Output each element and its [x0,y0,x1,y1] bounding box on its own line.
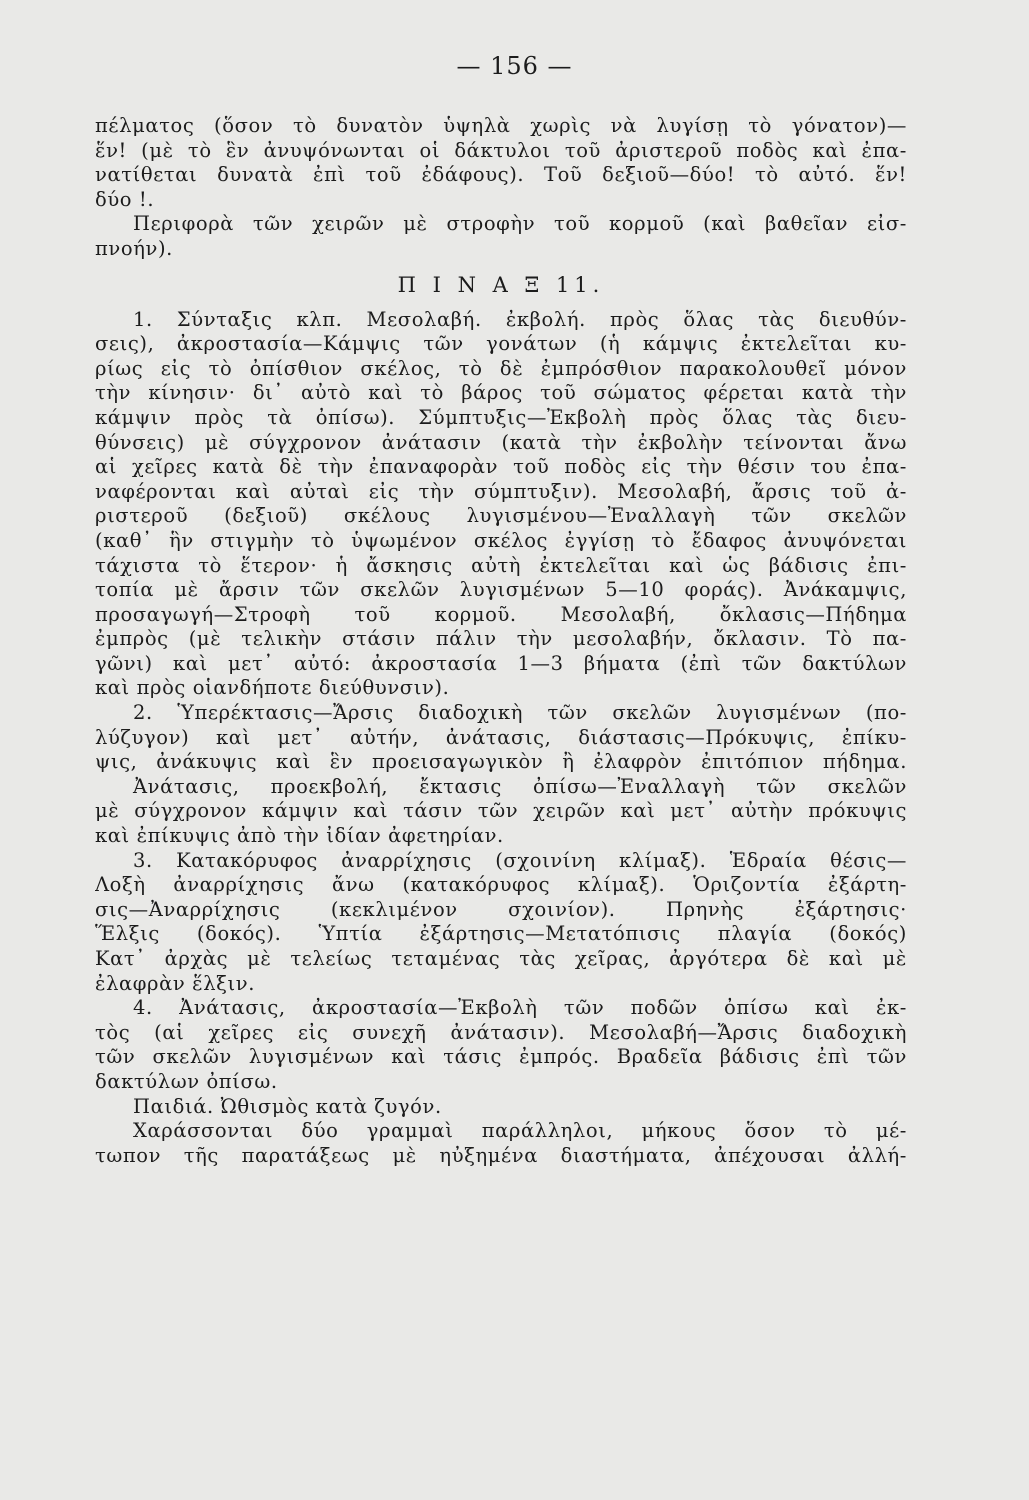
text-line: Κατ᾽ ἀρχὰς μὲ τελείως τεταμένας τὰς χεῖρας, ἀργότερα δὲ καὶ μὲ [95,947,907,970]
text-line: σις—Ἀναρρίχησις (κεκλιμένον σχοινίον). Πρηνὴς ἐξάρτησις· [95,897,907,921]
text-line: πνοήν). [95,236,173,260]
text-line: κάμψιν πρὸς τὰ ὀπίσω). Σύμπτυξις—Ἐκβολὴ πρὸς ὅλας τὰς διευ- [95,405,907,429]
text-line: μὲ σύγχρονον κάμψιν καὶ τάσιν τῶν χειρῶν καὶ μετ᾽ αὐτὴν πρόκυψις [95,799,907,823]
text-line: σεις), ἀκροστασία—Κάμψις τῶν γονάτων (ἡ κάμψις ἐκτελεῖται κυ- [95,332,907,356]
text-line: Ἀνάτασις, προεκβολή, ἔκτασις ὀπίσω—Ἐναλλαγὴ τῶν σκελῶν [133,774,907,798]
text-line: θύνσεις) μὲ σύγχρονον ἀνάτασιν (κατὰ τὴν ἐκβολὴν τείνονται ἄνω [95,430,907,454]
text-line: καὶ πρὸς οἱανδήποτε διεύθυνσιν). [95,676,450,700]
table-heading: Π Ι Ν Α Ξ 11. [397,272,605,297]
text-line: Ἕλξις (δοκός). Ὑπτία ἐξάρτησις—Μετατόπισις πλαγία (δοκός) [95,922,907,946]
text-line: Χαράσσονται δύο γραμμαὶ παράλληλοι, μήκους ὅσον τὸ μέ- [133,1119,907,1143]
text-line: Παιδιά. Ὠθισμὸς κατὰ ζυγόν. [133,1094,442,1118]
text-line: 2. Ὑπερέκτασις—Ἄρσις διαδοχικὴ τῶν σκελῶν λυγισμένων (πο- [133,701,907,725]
text-line: Περιφορὰ τῶν χειρῶν μὲ στροφὴν τοῦ κορμοῦ (καὶ βαθεῖαν εἰσ- [133,212,907,236]
text-line: γῶνι) καὶ μετ᾽ αὐτό: ἀκροστασία 1—3 βήματα (ἐπὶ τῶν δακτύλων [95,651,907,675]
body-text [95,114,907,1168]
text-line: 1. Σύνταξις κλπ. Μεσολαβή. ἐκβολή. πρὸς ὅλας τὰς διευθύν- [133,307,907,331]
text-line: τωπον τῆς παρατάξεως μὲ ηὐξημένα διαστήματα, ἀπέχουσαι ἀλλή- [95,1143,907,1167]
text-line: τὸς (αἱ χεῖρες εἰς συνεχῆ ἀνάτασιν). Μεσολαβή—Ἄρσις διαδοχικὴ [95,1020,907,1044]
text-line: αἱ χεῖρες κατὰ δὲ τὴν ἐπαναφορὰν τοῦ ποδὸς εἰς τὴν θέσιν του ἐπα- [95,455,907,479]
text-line: τῶν σκελῶν λυγισμένων καὶ τάσις ἐμπρός. Βραδεῖα βάδισις ἐπὶ τῶν [95,1045,907,1069]
text-line: καὶ ἐπίκυψις ἀπὸ τὴν ἰδίαν ἀφετηρίαν. [95,824,504,848]
text-line: νατίθεται δυνατὰ ἐπὶ τοῦ ἐδάφους). Τοῦ δεξιοῦ—δύο! τὸ αὐτό. ἕν! [95,163,907,187]
text-line: δύο !. [95,187,155,211]
text-line: ρίως εἰς τὸ ὀπίσθιον σκέλος, τὸ δὲ ἐμπρόσθιον παρακολουθεῖ μόνον [95,356,907,380]
text-line: πέλματος (ὅσον τὸ δυνατὸν ὑψηλὰ χωρὶς νὰ λυγίσῃ τὸ γόνατον)— [95,114,907,137]
text-line: (καθ᾽ ἣν στιγμὴν τὸ ὑψωμένον σκέλος ἐγγίσῃ τὸ ἔδαφος ἀνυψόνεται [95,528,907,552]
text-line: τάχιστα τὸ ἕτερον· ἡ ἄσκησις αὐτὴ ἐκτελεῖται καὶ ὡς βάδισις ἐπι- [95,553,907,577]
text-line: δακτύλων ὀπίσω. [95,1069,278,1093]
text-line: τὴν κίνησιν· δι᾽ αὐτὸ καὶ τὸ βάρος τοῦ σώματος φέρεται κατὰ τὴν [95,381,907,405]
text-line: ναφέρονται καὶ αὐταὶ εἰς τὴν σύμπτυξιν). Μεσολαβή, ἄρσις τοῦ ἀ- [95,479,907,503]
text-line: τοπία μὲ ἄρσιν τῶν σκελῶν λυγισμένων 5—10 φοράς). Ἀνάκαμψις, [95,578,907,602]
text-line: Λοξὴ ἀναρρίχησις ἄνω (κατακόρυφος κλίμαξ). Ὁριζοντία ἐξάρτη- [95,873,907,897]
text-line: ριστεροῦ (δεξιοῦ) σκέλους λυγισμένου—Ἐναλλαγὴ τῶν σκελῶν [95,504,907,528]
text-line: λύζυγον) καὶ μετ᾽ αὐτήν, ἀνάτασις, διάστασις—Πρόκυψις, ἐπίκυ- [95,725,907,749]
text-line: προσαγωγή—Στροφὴ τοῦ κορμοῦ. Μεσολαβή, ὄκλασις—Πήδημα [95,602,907,626]
text-line: ἐλαφρὰν ἕλξιν. [95,971,255,995]
text-line: 4. Ἀνάτασις, ἀκροστασία—Ἐκβολὴ τῶν ποδῶν ὀπίσω καὶ ἐκ- [133,996,907,1020]
text-line: ἕν! (μὲ τὸ ἓν ἀνυψόνωνται οἱ δάκτυλοι τοῦ ἀριστεροῦ ποδὸς καὶ ἐπα- [95,138,907,162]
text-line: 3. Κατακόρυφος ἀναρρίχησις (σχοινίνη κλίμαξ). Ἑδραία θέσις— [133,848,907,872]
text-line: ἐμπρὸς (μὲ τελικὴν στάσιν πάλιν τὴν μεσολαβήν, ὄκλασιν. Τὸ πα- [95,627,907,651]
page-number: — 156 — [456,52,573,80]
text-line: ψις, ἀνάκυψις καὶ ἓν προεισαγωγικὸν ἢ ἐλαφρὸν ἐπιτόπιον πήδημα. [95,750,907,774]
